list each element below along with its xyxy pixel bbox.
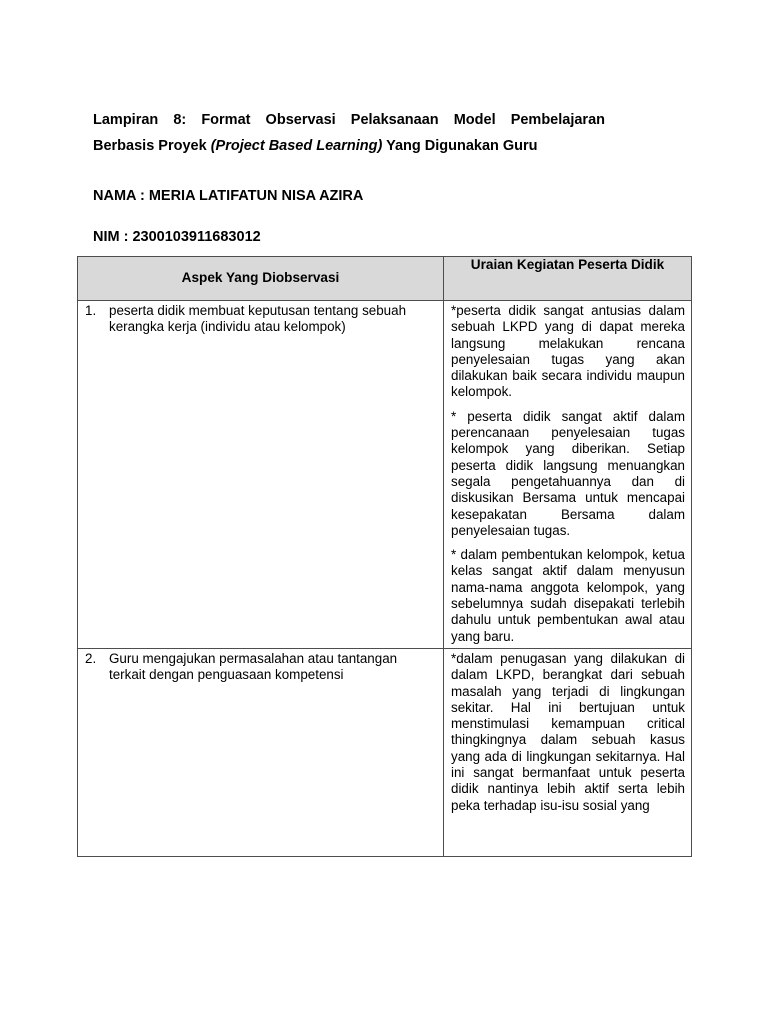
student-name: NAMA : MERIA LATIFATUN NISA AZIRA [93,188,364,204]
header-aspect: Aspek Yang Diobservasi [78,257,444,301]
title-text-before: Berbasis Proyek [93,138,211,154]
student-nim: NIM : 2300103911683012 [93,229,261,245]
title-text-after: Yang Digunakan Guru [382,138,538,154]
aspect-cell [78,301,444,649]
header-description: Uraian Kegiatan Peserta Didik [444,257,692,301]
description-paragraph: * dalam pembentukan kelompok, ketua kelas sangat aktif dalam menyusun nama-nama anggota kelompok, yang sebelumnya sudah disepakati terlebih dahulu untuk pembentukan awal atau yang baru. [451,547,685,644]
title-text-italic: (Project Based Learning) [210,138,383,154]
document-title-line-1: Lampiran 8: Format Observasi Pelaksanaan Model Pembelajaran [93,112,605,128]
aspect-text: peserta didik membuat keputusan tentang sebuah kerangka kerja (individu atau kelompok) [109,303,407,335]
table-row [78,301,692,649]
document-title-line-2 [93,136,605,156]
row-number: 2. [85,650,97,666]
aspect-cell [78,648,444,856]
description-paragraph: *peserta didik sangat antusias dalam sebuah LKPD yang di dapat mereka langsung melakukan rencana penyelesaian tugas yang akan dilakukan baik secara individu maupun kelompok. [451,303,685,400]
observation-table [77,256,692,857]
description-cell [444,648,692,856]
row-number: 1. [85,303,97,318]
description-paragraph: * peserta didik sangat aktif dalam perencanaan penyelesaian tugas kelompok yang diberikan. Setiap peserta didik langsung menuangkan segala pengetahuannya dan di diskusikan Bersama untuk mencapai kesepakatan Bersama dalam penyelesaian tugas. [451,408,685,538]
table-row [78,648,692,856]
table-header-row [78,257,692,301]
description-paragraph: *dalam penugasan yang dilakukan di dalam LKPD, berangkat dari sebuah masalah yang terjadi di lingkungan sekitar. Hal ini bertujuan untuk menstimulasi kemampuan critical thingkingnya dalam sebuah kasus yang ada di lingkungan sekitarnya. Hal ini sangat bermanfaat untuk peserta didik nantinya lebih aktif serta lebih peka terhadap isu-isu sosial yang [451,650,685,813]
aspect-text: Guru mengajukan permasalahan atau tantangan terkait dengan penguasaan kompetensi [109,650,398,683]
description-cell [444,301,692,649]
